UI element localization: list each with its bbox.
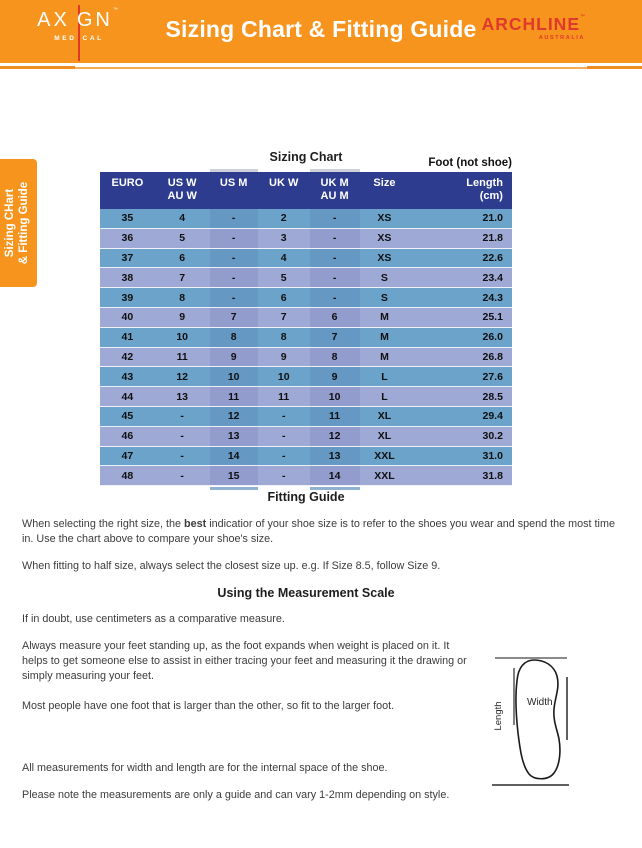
table-cell: 38 (121, 271, 134, 284)
table-cell: 21.0 (482, 212, 503, 225)
measurement-paragraph-5: Please note the measurements are only a guide and can vary 1-2mm depending on style. (22, 789, 450, 801)
sizing-table (100, 172, 512, 486)
table-cell: 6 (179, 251, 186, 264)
table-cell: 31.0 (482, 449, 503, 462)
table-cell: 30.2 (482, 430, 503, 443)
table-cell: 44 (121, 390, 134, 403)
table-cell: 24.3 (482, 291, 503, 304)
table-cell: 12 (310, 427, 360, 446)
table-cell: M (380, 350, 389, 363)
table-cell: - (310, 229, 360, 248)
table-cell: 4 (179, 212, 186, 225)
table-cell: - (210, 288, 258, 307)
table-cell: 9 (179, 311, 186, 324)
column-header-line: AU W (167, 190, 197, 202)
table-cell: XL (377, 430, 392, 443)
table-cell: 27.6 (482, 370, 503, 383)
table-cell: L (381, 390, 388, 403)
table-cell: 47 (121, 449, 134, 462)
paragraph-text: indicatior of your shoe size is to refer to the shoes you wear and spend the most time in. Use the chart above to compare your shoe's size. (22, 518, 615, 545)
table-row-euro-45 (100, 407, 512, 427)
table-cell: 10 (210, 367, 258, 386)
table-row-euro-40 (100, 308, 512, 328)
table-cell: 25.1 (482, 311, 503, 324)
table-cell: 36 (121, 232, 134, 245)
table-cell: 12 (176, 370, 189, 383)
side-tab-label (3, 159, 35, 287)
table-cell: - (210, 268, 258, 287)
table-cell: 2 (280, 212, 287, 225)
table-cell: - (281, 410, 286, 423)
table-cell: 14 (210, 447, 258, 466)
paragraph-bold-text: best (184, 518, 207, 530)
table-cell: 8 (280, 331, 287, 344)
table-cell: 10 (176, 331, 189, 344)
measurement-scale-heading: Using the Measurement Scale (217, 586, 395, 600)
table-row-euro-48 (100, 466, 512, 486)
table-cell: 26.8 (482, 350, 503, 363)
table-header-row (100, 172, 512, 209)
table-cell: 9 (210, 348, 258, 367)
table-cell: 6 (280, 291, 287, 304)
column-header-length (409, 172, 512, 209)
archline-logo (482, 16, 586, 41)
table-cell: S (380, 291, 388, 304)
table-row-euro-39 (100, 288, 512, 308)
table-cell: L (381, 370, 388, 383)
table-cell: 35 (121, 212, 134, 225)
column-header-line: (cm) (479, 190, 503, 202)
archline-australia-label: AUSTRALIA (538, 34, 585, 41)
side-tab (0, 159, 37, 287)
table-cell: 11 (278, 390, 290, 403)
table-cell: 37 (121, 251, 134, 264)
table-cell: 43 (121, 370, 134, 383)
fitting-guide-paragraph-1 (22, 517, 622, 547)
column-header-euro (100, 172, 155, 209)
column-header-line: Size (373, 177, 396, 189)
table-row-euro-38 (100, 268, 512, 288)
column-header-size (360, 172, 410, 209)
table-cell: 23.4 (482, 271, 503, 284)
table-row-euro-47 (100, 447, 512, 467)
table-cell: XXL (374, 449, 395, 462)
table-row-euro-41 (100, 328, 512, 348)
table-row-euro-43 (100, 367, 512, 387)
table-cell: - (180, 469, 184, 482)
table-cell: XXL (374, 469, 395, 482)
fitting-guide-paragraph-2: When fitting to half size, always select the closest size up. e.g. If Size 8.5, follow Size 9. (22, 560, 441, 572)
table-cell: M (380, 331, 389, 344)
measurement-paragraph-3: Most people have one foot that is larger than the other, so fit to the larger foot. (22, 700, 395, 712)
table-cell: 11 (176, 350, 188, 363)
length-label: Length (493, 701, 504, 731)
table-cell: 8 (179, 291, 186, 304)
foot-outline (516, 660, 560, 779)
column-header-line: US M (219, 177, 248, 189)
table-cell: 46 (121, 430, 134, 443)
archline-trademark: ™ (580, 14, 586, 20)
column-header-line: EURO (111, 177, 144, 189)
table-cell: 8 (310, 348, 360, 367)
table-body (100, 209, 512, 486)
table-cell: - (180, 410, 184, 423)
paragraph-text: When selecting the right size, the (22, 518, 185, 530)
page-title: Sizing Chart & Fitting Guide (165, 16, 477, 42)
column-header-uk-m (310, 172, 360, 209)
table-cell: 7 (210, 308, 258, 327)
table-cell: - (210, 249, 258, 268)
table-cell: 9 (310, 367, 360, 386)
table-cell: 12 (210, 407, 258, 426)
table-row-euro-35 (100, 209, 512, 229)
column-header-line: AU M (320, 190, 349, 202)
table-cell: 31.8 (482, 469, 503, 482)
column-header-line: UK M (320, 177, 349, 189)
header-rule-left-accent (0, 66, 75, 69)
table-cell: - (281, 430, 286, 443)
table-cell: 3 (280, 232, 287, 245)
table-cell: 22.6 (482, 251, 503, 264)
table-cell: - (180, 430, 184, 443)
table-cell: XS (377, 232, 392, 245)
table-cell: - (281, 449, 286, 462)
column-header-line: UK W (269, 177, 299, 189)
table-cell: 14 (310, 466, 360, 485)
axign-medical-label: MED CAL (54, 35, 104, 42)
table-cell: 9 (280, 350, 287, 363)
table-cell: 4 (280, 251, 287, 264)
column-stub (210, 169, 258, 172)
column-header-us-w (155, 172, 210, 209)
table-cell: - (310, 249, 360, 268)
table-cell: 7 (179, 271, 186, 284)
foot-not-shoe-note: Foot (not shoe) (428, 157, 512, 169)
table-cell: 13 (210, 427, 258, 446)
table-row-euro-42 (100, 348, 512, 368)
table-row-euro-46 (100, 427, 512, 447)
measurement-paragraph-4: All measurements for width and length are for the internal space of the shoe. (22, 762, 388, 774)
table-cell: XS (377, 251, 392, 264)
sizing-chart-title: Sizing Chart (269, 150, 343, 164)
table-cell: 10 (277, 370, 290, 383)
table-cell: 8 (210, 328, 258, 347)
table-cell: 29.4 (482, 410, 503, 423)
table-cell: 7 (310, 328, 360, 347)
table-cell: - (281, 469, 286, 482)
foot-diagram (487, 648, 642, 793)
column-stub (310, 169, 360, 172)
table-cell: 26.0 (482, 331, 503, 344)
axign-wordmark-right: GN™ (76, 7, 121, 31)
header-rule-right-accent (587, 66, 642, 69)
measurement-paragraph-1: If in doubt, use centimeters as a comparative measure. (22, 613, 285, 625)
table-row-euro-36 (100, 229, 512, 249)
axign-wordmark-left: AX (37, 9, 70, 31)
table-cell: - (310, 209, 360, 228)
archline-wordmark: ARCHLINE™ (481, 14, 586, 34)
side-tab-label-line1: Sizing CHart (3, 188, 16, 258)
header-rule (0, 67, 642, 69)
table-cell: 5 (179, 232, 186, 245)
foot-diagram-svg (487, 648, 642, 793)
table-cell: M (380, 311, 389, 324)
table-cell: 11 (210, 387, 258, 406)
table-cell: S (380, 271, 388, 284)
column-header-line: US W (167, 177, 197, 189)
table-cell: - (210, 209, 258, 228)
table-cell: 40 (121, 311, 134, 324)
table-cell: - (210, 229, 258, 248)
table-cell: - (310, 268, 360, 287)
fitting-guide-heading: Fitting Guide (267, 490, 345, 504)
table-cell: 15 (210, 466, 258, 485)
table-cell: 10 (310, 387, 360, 406)
table-row-euro-37 (100, 249, 512, 269)
width-label: Width (527, 697, 553, 708)
table-cell: 6 (310, 308, 360, 327)
column-header-us-m (210, 172, 258, 209)
table-cell: 41 (121, 331, 134, 344)
table-cell: 13 (310, 447, 360, 466)
table-cell: 39 (121, 291, 134, 304)
table-cell: 5 (280, 271, 287, 284)
table-cell: - (310, 288, 360, 307)
table-cell: 21.8 (482, 232, 503, 245)
column-header-line: Length (466, 177, 503, 189)
table-cell: XS (377, 212, 392, 225)
table-cell: XL (377, 410, 392, 423)
header-band (0, 0, 642, 63)
table-cell: 28.5 (482, 390, 503, 403)
table-cell: 11 (310, 407, 360, 426)
table-cell: - (180, 449, 184, 462)
table-cell: 45 (121, 410, 134, 423)
table-cell: 42 (121, 350, 134, 363)
side-tab-label-line2: & Fitting Guide (17, 181, 30, 265)
axign-trademark: ™ (112, 7, 121, 13)
table-cell: 13 (176, 390, 189, 403)
table-cell: 48 (121, 469, 134, 482)
column-header-uk-w (258, 172, 310, 209)
table-row-euro-44 (100, 387, 512, 407)
table-cell: 7 (280, 311, 287, 324)
measurement-paragraph-2: Always measure your feet standing up, as the foot expands when weight is placed on it. It helps to get someone else to assist in either tracing your feet and measuring it the drawing or simply measuring your feet. (22, 640, 467, 682)
